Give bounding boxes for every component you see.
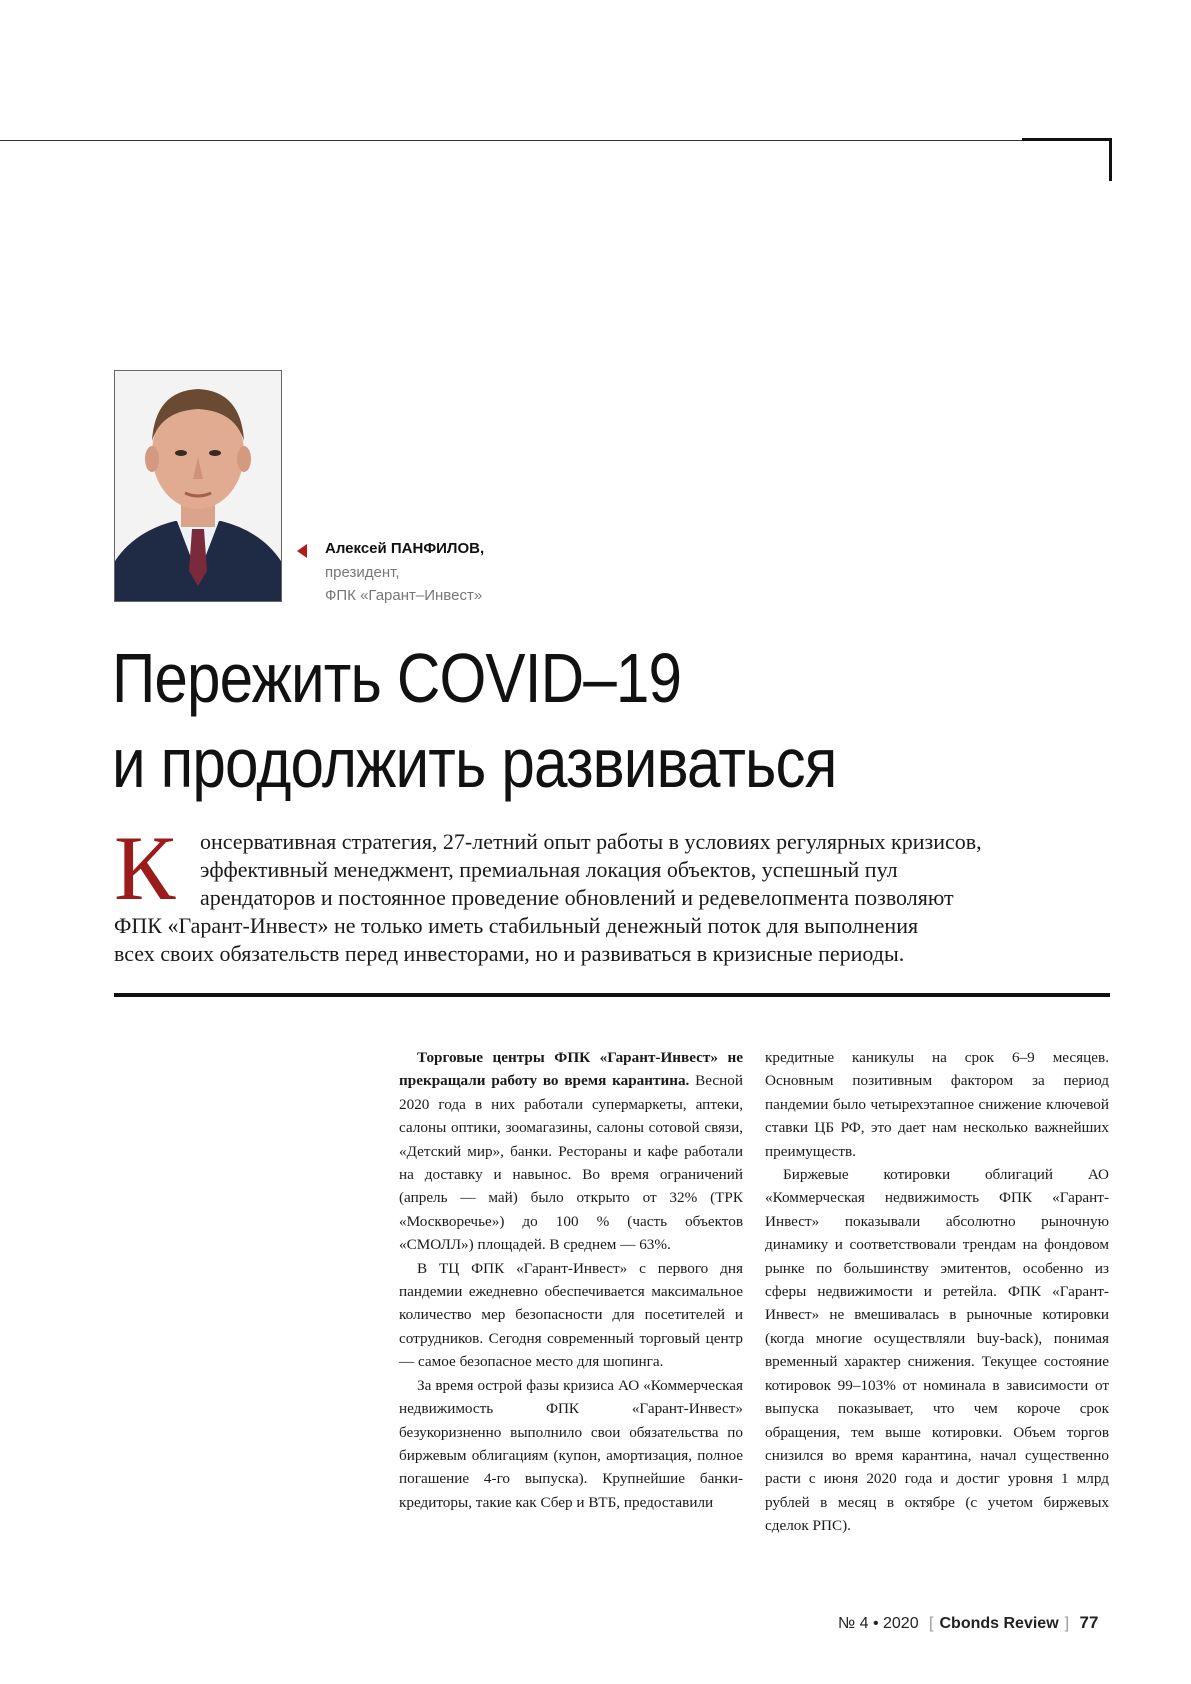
top-rule <box>0 140 1104 141</box>
author-role: президент, <box>325 564 400 581</box>
lead-line: арендаторов и постоянное проведение обновлений и редевелопмента позволяют <box>200 885 954 910</box>
body-column-2 <box>765 1046 1109 1538</box>
page-footer <box>838 1613 1098 1633</box>
section-divider <box>114 993 1110 997</box>
author-company: ФПК «Гарант–Инвест» <box>325 587 483 604</box>
corner-mark-horizontal <box>1022 138 1112 141</box>
magazine-name: Cbonds Review <box>939 1615 1059 1632</box>
drop-cap: К <box>114 817 176 919</box>
body-lead-bold: Торговые центры ФПК «Гарант-Инвест» не прекращали работу во время карантина. <box>399 1049 743 1090</box>
issue-number: № 4 • 2020 <box>838 1615 919 1632</box>
body-column-1 <box>399 1046 743 1514</box>
body-paragraph: В ТЦ ФПК «Гарант-Инвест» с первого дня пандемии ежедневно обеспечивается максимальное количество мер безопасности для посетителей и сотрудников. Сегодня современный торговый центр — самое безопасное место для шопинга. <box>399 1259 743 1371</box>
body-paragraph: Биржевые котировки облигаций АО «Коммерческая недвижимость ФПК «Гарант-Инвест» показывали абсолютно рыночную динамику и соответствовали трендам на фондовом рынке по большинству эмитентов, особенно из сферы недвижимости и ретейла. ФПК «Гарант-Инвест» не вмешивалась в рыночные котировки (когда многие осуществляли buy-back), понимая временный характер снижения. Текущее состояние котировок 99–103% от номинала в зависимости от выпуска показывает, что чем короче срок обращения, тем выше котировки. Объем торгов снизился во время карантина, начал существенно расти с июня 2020 года и достиг уровня 1 млрд рублей в месяц в октябре (с учетом биржевых сделок РПС). <box>765 1166 1109 1535</box>
lead-line: ФПК «Гарант-Инвест» не только иметь стабильный денежный поток для выполнения <box>114 913 919 938</box>
corner-mark-vertical <box>1109 138 1112 181</box>
lead-line: эффективный менеджмент, премиальная локация объектов, успешный пул <box>200 857 898 882</box>
article-title <box>112 636 837 806</box>
page-number: 77 <box>1079 1613 1099 1632</box>
bracket-open: [ <box>929 1615 934 1632</box>
title-line-2: и продолжить развиваться <box>112 724 837 802</box>
author-name: Алексей ПАНФИЛОВ, <box>325 540 485 557</box>
body-paragraph <box>399 1046 743 1257</box>
body-paragraph: кредитные каникулы на срок 6–9 месяцев. Основным позитивным фактором за период пандемии было четырехэтапное снижение ключевой ставки ЦБ РФ, это дает нам несколько важнейших преимуществ. <box>765 1049 1109 1160</box>
bracket-close: ] <box>1064 1615 1070 1632</box>
portrait-illustration <box>115 371 281 601</box>
author-photo <box>114 370 282 602</box>
body-paragraph: За время острой фазы кризиса АО «Коммерческая недвижимость ФПК «Гарант-Инвест» безукоризненно выполнило свои обязательства по биржевым облигациям (купон, амортизация, полное погашение 4-го выпуска). Крупнейшие банки-кредиторы, такие как Сбер и ВТБ, предоставили <box>399 1376 743 1511</box>
caption-pointer-icon <box>297 544 307 558</box>
body-text: Весной 2020 года в них работали супермаркеты, аптеки, салоны оптики, зоомагазины, салоны сотовой связи, «Детский мир», банки. Рестораны и кафе работали на доставку и навынос. Во время ограничений (апрель — май) было открыто от 32% (ТРК «Москворечье») до 100 % (часть объектов «СМОЛЛ») площадей. В среднем — 63%. <box>399 1072 743 1254</box>
lead-line: всех своих обязательств перед инвесторами, но и развиваться в кризисные периоды. <box>114 941 905 966</box>
title-line-1: Пережить COVID–19 <box>112 639 682 717</box>
lead-line: онсервативная стратегия, 27-летний опыт работы в условиях регулярных кризисов, <box>200 829 982 854</box>
